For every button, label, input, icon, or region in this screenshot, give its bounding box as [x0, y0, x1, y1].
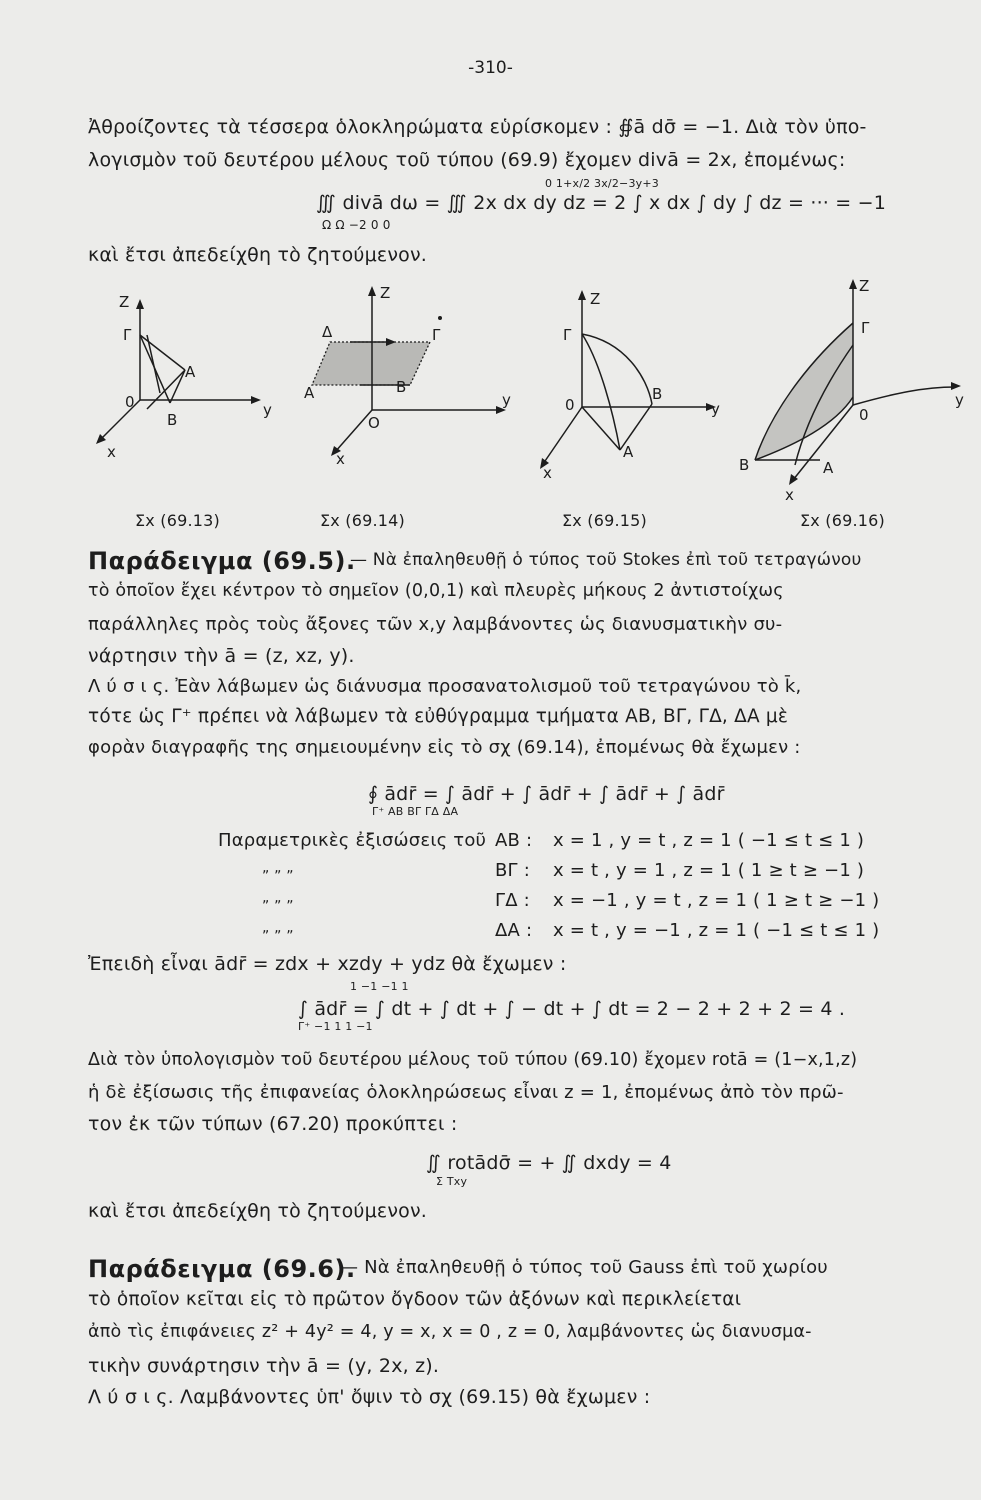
text-line: ἡ δὲ ἐξίσωσις τῆς ἐπιφανείας ὁλοκληρώσεως εἶναι z = 1, ἐπομένως ἀπὸ τὸν πρῶ-	[88, 1082, 844, 1103]
point	[438, 316, 442, 320]
text-line: Διὰ τὸν ὑπολογισμὸν τοῦ δευτέρου μέλους τοῦ τύπου (69.10) ἔχομεν rotā = (1−x,1,z)	[88, 1050, 858, 1070]
figure-69-15	[525, 282, 725, 482]
label-z: Z	[119, 293, 130, 311]
label-x: x	[543, 464, 552, 482]
label-b: B	[167, 411, 178, 429]
text-line: Ἐπειδὴ εἶναι ādr̄ = zdx + xzdy + ydz θὰ ἔχωμεν :	[88, 953, 567, 975]
text-line: τικὴν συνάρτησιν τὴν ā = (y, 2x, z).	[88, 1355, 440, 1377]
text-line: ἀπὸ τὶς ἐπιφάνειες z² + 4y² = 4, y = x, x = 0 , z = 0, λαμβάνοντες ὡς διανυσμα-	[88, 1322, 812, 1342]
arrow	[849, 279, 857, 289]
equation-limits-upper: 1 −1 −1 1	[350, 980, 409, 993]
arrow	[368, 286, 376, 296]
edge	[582, 407, 620, 450]
label-b: B	[652, 385, 663, 403]
figure-caption: Σx (69.15)	[562, 511, 647, 530]
arrow	[136, 299, 144, 309]
curve	[582, 334, 652, 404]
figure-caption: Σx (69.14)	[320, 511, 405, 530]
label-z: Z	[859, 277, 870, 295]
curve	[582, 334, 620, 450]
edge	[147, 370, 185, 409]
text-line: τὸ ὁποῖον ἔχει κέντρον τὸ σημεῖον (0,0,1) καὶ πλευρὲς μήκους 2 ἀντιστοίχως	[88, 581, 784, 601]
example-heading: Παράδειγμα (69.6).	[88, 1255, 356, 1283]
label-b: B	[739, 456, 750, 474]
x-axis	[543, 407, 582, 464]
text-line: Ἀθροίζοντες τὰ τέσσερα ὁλοκληρώματα εὑρίσκομεν : ∯ā dσ̄ = −1. Διὰ τὸν ὑπο-	[88, 116, 867, 138]
label-y: y	[263, 401, 272, 419]
text-line: — Νὰ ἐπαληθευθῇ ὁ τύπος τοῦ Gauss ἐπὶ τοῦ χωρίου	[340, 1257, 828, 1278]
param-seg: ΓΔ :	[495, 890, 530, 911]
figure-caption: Σx (69.16)	[800, 511, 885, 530]
text-line: φορὰν διαγραφῆς της σημειουμένην εἰς τὸ σχ (69.14), ἐπομένως θὰ ἔχωμεν :	[88, 737, 801, 758]
label-x: x	[336, 450, 345, 468]
label-gamma: Γ	[123, 326, 132, 344]
text-line: Λ ύ σ ι ς. Ἐὰν λάβωμεν ὡς διάνυσμα προσανατολισμοῦ τοῦ τετραγώνου τὸ k̄,	[88, 676, 802, 697]
label-x: x	[107, 443, 116, 461]
example-heading: Παράδειγμα (69.5).	[88, 547, 356, 575]
text-line: τὸ ὁποῖον κεῖται εἰς τὸ πρῶτον ὄγδοον τῶν ἀξόνων καὶ περικλείεται	[88, 1289, 742, 1310]
text-line: Λ ύ σ ι ς. Λαμβάνοντες ὑπ' ὄψιν τὸ σχ (69.15) θὰ ἔχωμεν :	[88, 1386, 651, 1408]
arrow	[251, 396, 261, 404]
equation-subscripts: Σ Txy	[436, 1175, 468, 1188]
param-seg: BΓ :	[495, 860, 530, 881]
label-gamma: Γ	[432, 326, 441, 344]
edge	[170, 370, 185, 403]
text-line: τον ἐκ τῶν τύπων (67.20) προκύπτει :	[88, 1113, 458, 1135]
param-eq: x = 1 , y = t , z = 1 ( −1 ≤ t ≤ 1 )	[553, 830, 865, 851]
param-seg: AB :	[495, 830, 533, 851]
param-eq: x = t , y = 1 , z = 1 ( 1 ≥ t ≥ −1 )	[553, 860, 865, 881]
arrow	[951, 382, 961, 390]
param-eq: x = t , y = −1 , z = 1 ( −1 ≤ t ≤ 1 )	[553, 920, 880, 941]
text-line: νάρτησιν τὴν ā = (z, xz, y).	[88, 645, 355, 667]
label-a: A	[623, 443, 634, 461]
label-z: Z	[590, 290, 601, 308]
figure-69-13	[85, 285, 285, 470]
figure-69-14	[290, 280, 515, 470]
equation-limits-upper: 0 1+x/2 3x/2−3y+3	[545, 177, 659, 190]
label-y: y	[502, 391, 511, 409]
label-a: A	[304, 384, 315, 402]
equation-subscripts: Γ⁺ AB BΓ ΓΔ ΔA	[372, 805, 459, 818]
param-eq: x = −1 , y = t , z = 1 ( 1 ≥ t ≥ −1 )	[553, 890, 880, 911]
text-line: τότε ὡς Γ⁺ πρέπει νὰ λάβωμεν τὰ εὐθύγραμμα τμήματα ΑΒ, ΒΓ, ΓΔ, ΔΑ μὲ	[88, 706, 789, 727]
label-origin: 0	[859, 406, 869, 424]
label-y: y	[711, 400, 720, 418]
text-line: καὶ ἔτσι ἀπεδείχθη τὸ ζητούμενον.	[88, 1200, 428, 1222]
param-seg: ΔA :	[495, 920, 533, 941]
equation-limits-lower: Ω Ω −2 0 0	[322, 218, 391, 232]
y-axis	[853, 387, 955, 405]
equation-line-integral-result: ∫ ādr̄ = ∫ dt + ∫ dt + ∫ − dt + ∫ dt = 2 − 2 + 2 + 2 = 4 .	[298, 998, 846, 1020]
equation-line-integral: ∮ ādr̄ = ∫ ādr̄ + ∫ ādr̄ + ∫ ādr̄ + ∫ ādr̄	[368, 783, 725, 805]
ditto-marks: „ „ „	[262, 920, 294, 936]
edge	[147, 335, 160, 393]
text-line: παράλληλες πρὸς τοὺς ἄξονες τῶν x,y λαμβάνοντες ὡς διανυσματικὴν συ-	[88, 614, 783, 635]
equation-surface-integral: ∬ rotādσ̄ = + ∬ dxdy = 4	[426, 1152, 672, 1174]
label-origin: 0	[125, 393, 135, 411]
label-delta: Δ	[322, 323, 333, 341]
text-line: — Νὰ ἐπαληθευθῇ ὁ τύπος τοῦ Stokes ἐπὶ τοῦ τετραγώνου	[350, 550, 862, 570]
label-gamma: Γ	[563, 326, 572, 344]
label-b: B	[396, 378, 407, 396]
figure-caption: Σx (69.13)	[135, 511, 220, 530]
text-line: λογισμὸν τοῦ δευτέρου μέλους τοῦ τύπου (69.9) ἔχομεν divā = 2x, ἐπομένως:	[88, 149, 846, 171]
label-origin: O	[368, 414, 380, 432]
label-a: A	[823, 459, 834, 477]
figure-69-16	[735, 275, 970, 510]
arrow	[578, 290, 586, 300]
label-a: A	[185, 363, 196, 381]
square-surface	[312, 342, 430, 385]
text-line: καὶ ἔτσι ἀπεδείχθη τὸ ζητούμενον.	[88, 244, 428, 266]
page-number: -310-	[468, 58, 513, 78]
equation-limits-lower: Γ⁺ −1 1 1 −1	[298, 1020, 373, 1033]
ditto-marks: „ „ „	[262, 890, 294, 906]
equation-divergence: ∭ divā dω = ∭ 2x dx dy dz = 2 ∫ x dx ∫ dy ∫ dz = ··· = −1	[316, 192, 887, 214]
param-label: Παραμετρικὲς ἐξισώσεις τοῦ	[218, 830, 487, 851]
edge	[140, 335, 185, 370]
x-axis	[335, 410, 372, 452]
ditto-marks: „ „ „	[262, 860, 294, 876]
surface	[755, 323, 853, 460]
label-gamma: Γ	[861, 319, 870, 337]
label-y: y	[955, 391, 964, 409]
label-z: Z	[380, 284, 391, 302]
label-origin: 0	[565, 396, 575, 414]
label-x: x	[785, 486, 794, 504]
